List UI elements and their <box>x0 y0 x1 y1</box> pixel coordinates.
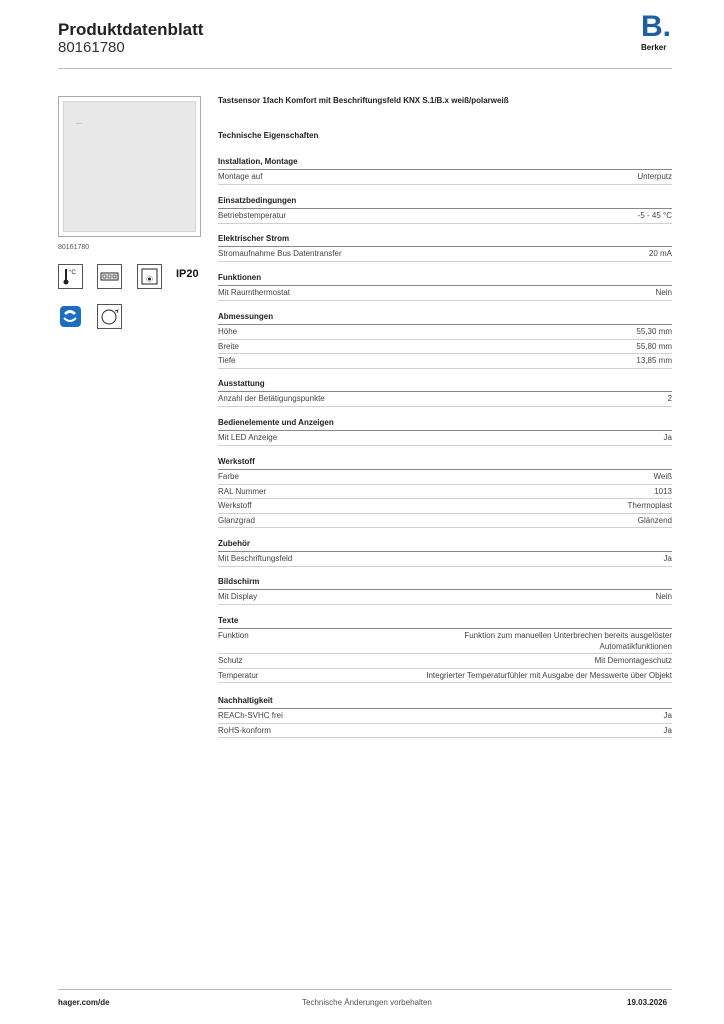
berker-logo <box>641 10 673 54</box>
row-label: Anzahl der Betätigungspunkte <box>218 394 325 403</box>
row-value: Thermoplast <box>627 501 672 510</box>
section-heading: Elektrischer Strom <box>218 233 672 247</box>
table-row <box>218 590 672 605</box>
table-row <box>218 247 672 262</box>
table-row <box>218 340 672 355</box>
row-value: Nein <box>655 288 672 297</box>
logo-letter: B. <box>641 10 671 43</box>
row-label: Mit Raumthermostat <box>218 288 291 297</box>
image-caption: 80161780 <box>58 244 90 251</box>
section-installation <box>218 156 672 185</box>
row-label: Temperatur <box>218 670 259 680</box>
row-value: 20 mA <box>648 249 672 258</box>
row-label: Betriebstemperatur <box>218 211 287 220</box>
row-value: Integrierter Temperaturfühler mit Ausgabe der Messwerte über Objekt <box>426 670 672 680</box>
footer-divider <box>58 989 672 990</box>
table-row <box>218 499 672 514</box>
row-value: Ja <box>663 711 672 720</box>
section-ausstattung <box>218 378 672 407</box>
section-zubehoer <box>218 538 672 567</box>
section-heading: Werkstoff <box>218 456 672 470</box>
table-row <box>218 392 672 407</box>
row-label: Schutz <box>218 656 243 665</box>
row-value: Funktion zum manuellen Unterbrechen bereits ausgelöster Automatikfunktionen <box>464 631 672 651</box>
article-number: 80161780 <box>58 39 125 56</box>
section-heading: Funktionen <box>218 272 672 286</box>
section-texte <box>218 615 672 683</box>
footer-date: 19.03.2026 <box>627 998 668 1007</box>
section-bedienelemente <box>218 417 672 446</box>
row-label: Breite <box>218 341 239 351</box>
row-label: Mit LED Anzeige <box>218 433 278 442</box>
switch-plate <box>63 101 196 232</box>
row-value: 2 <box>667 394 672 403</box>
row-value: Unterputz <box>637 172 672 181</box>
row-value: Ja <box>663 725 672 735</box>
table-row <box>218 724 672 739</box>
row-value: -5 - 45 °C <box>637 211 672 220</box>
row-value: Ja <box>663 554 672 563</box>
product-image <box>58 96 201 237</box>
section-heading: Texte <box>218 615 672 629</box>
table-row <box>218 629 672 654</box>
section-einsatzbedingungen <box>218 195 672 224</box>
section-elektrischer-strom <box>218 233 672 262</box>
row-label: Farbe <box>218 472 239 481</box>
section-heading: Abmessungen <box>218 311 672 325</box>
section-heading: Nachhaltigkeit <box>218 695 672 709</box>
row-label: RAL Nummer <box>218 486 267 496</box>
table-row <box>218 669 672 684</box>
product-title: Tastsensor 1fach Komfort mit Beschriftungsfeld KNX S.1/B.x weiß/polarweiß <box>218 96 509 105</box>
row-label: Funktion <box>218 631 249 640</box>
table-row <box>218 170 672 185</box>
table-row <box>218 552 672 567</box>
table-row <box>218 709 672 724</box>
table-row <box>218 209 672 224</box>
row-value: 55,30 mm <box>636 327 672 336</box>
section-heading: Einsatzbedingungen <box>218 195 672 209</box>
row-value: 1013 <box>654 486 672 496</box>
section-heading: Bedienelemente und Anzeigen <box>218 417 672 431</box>
row-label: Mit Beschriftungsfeld <box>218 554 293 563</box>
row-label: Mit Display <box>218 592 258 601</box>
row-value: 55,80 mm <box>636 341 672 351</box>
ip-rating-label: IP20 <box>176 268 199 280</box>
row-value: Glänzend <box>637 515 672 525</box>
section-funktionen <box>218 272 672 301</box>
knx-icon <box>58 304 83 329</box>
led-module-icon <box>137 264 162 289</box>
row-label: Werkstoff <box>218 501 252 510</box>
page-title: Produktdatenblatt <box>58 20 204 39</box>
rotation-icon <box>97 304 122 329</box>
header-divider <box>58 68 672 69</box>
row-value: Ja <box>663 433 672 442</box>
led-indicator <box>76 123 82 124</box>
section-heading: Ausstattung <box>218 378 672 392</box>
section-heading: Bildschirm <box>218 576 672 590</box>
footer-disclaimer: Technische Änderungen vorbehalten <box>302 998 432 1007</box>
section-nachhaltigkeit <box>218 695 672 738</box>
section-abmessungen <box>218 311 672 369</box>
row-label: Höhe <box>218 327 238 336</box>
temperature-unit-label: °C <box>69 270 76 276</box>
row-label: Tiefe <box>218 356 236 365</box>
table-row <box>218 485 672 500</box>
logo-text: Berker <box>641 43 667 52</box>
row-value: 13,85 mm <box>636 356 672 365</box>
row-label: Glanzgrad <box>218 515 255 525</box>
section-heading: Zubehör <box>218 538 672 552</box>
technical-properties-heading: Technische Eigenschaften <box>218 131 319 140</box>
row-value: Nein <box>655 592 672 601</box>
row-label: REACh-SVHC frei <box>218 711 283 720</box>
table-row <box>218 325 672 340</box>
row-label: Stromaufnahme Bus Datentransfer <box>218 249 342 258</box>
rocker-switch-icon <box>97 264 122 289</box>
table-row <box>218 514 672 529</box>
row-value: Mit Demontageschutz <box>594 656 672 665</box>
table-row <box>218 654 672 669</box>
row-value: Weiß <box>653 472 672 481</box>
table-row <box>218 354 672 369</box>
temperature-sensor-icon <box>58 264 83 289</box>
footer-website: hager.com/de <box>58 998 110 1007</box>
row-label: Montage auf <box>218 172 263 181</box>
section-heading: Installation, Montage <box>218 156 672 170</box>
section-bildschirm <box>218 576 672 605</box>
section-werkstoff <box>218 456 672 528</box>
row-label: RoHS-konform <box>218 725 271 735</box>
table-row <box>218 286 672 301</box>
table-row <box>218 470 672 485</box>
table-row <box>218 431 672 446</box>
